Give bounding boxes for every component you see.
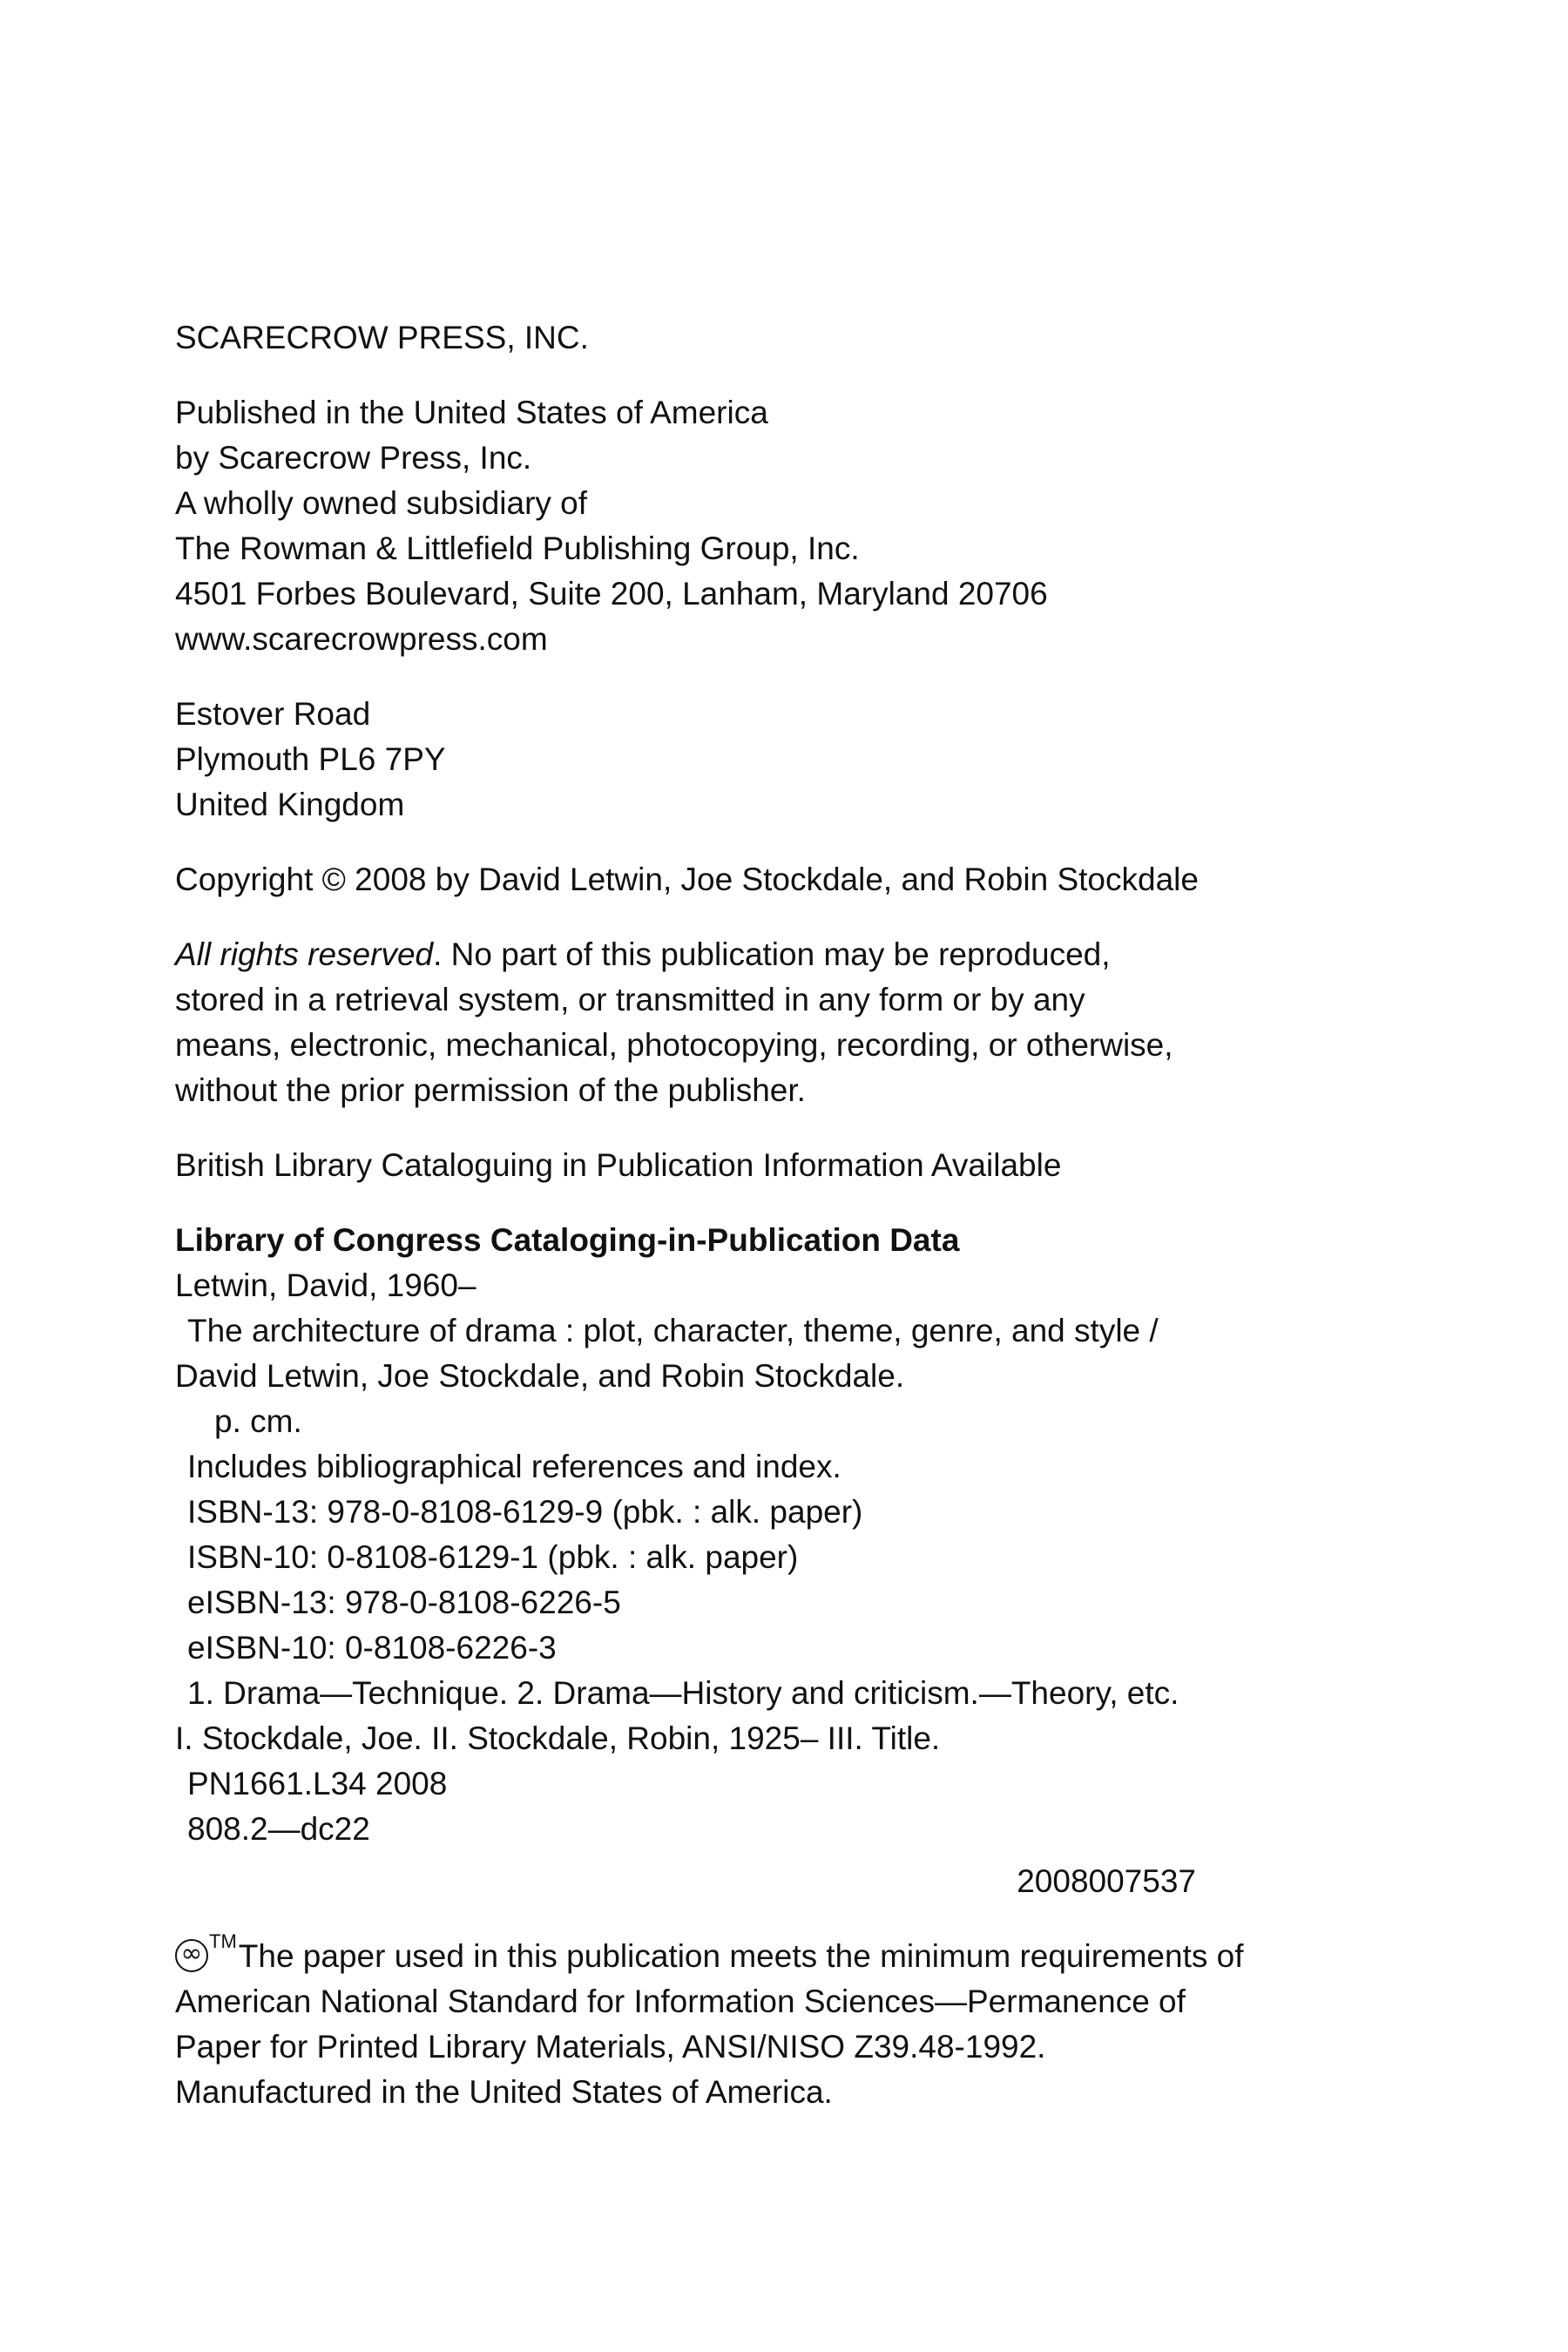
address-line: United Kingdom xyxy=(175,787,405,822)
rights-line xyxy=(175,932,1412,977)
address-line: Plymouth PL6 7PY xyxy=(175,741,446,777)
copyright-page xyxy=(175,315,1412,2115)
paper-notice xyxy=(175,1930,1412,2115)
published-line: The Rowman & Littlefield Publishing Group, Inc. xyxy=(175,531,860,566)
published-line: 4501 Forbes Boulevard, Suite 200, Lanham, Maryland 20706 xyxy=(175,576,1048,612)
spacer xyxy=(175,1852,1412,1859)
cip-detail: Includes bibliographical references and index. xyxy=(187,1449,841,1484)
address-line: Estover Road xyxy=(175,696,371,732)
rights-line-rest: . No part of this publication may be reproduced, xyxy=(433,936,1111,972)
trademark-mark: TM xyxy=(209,1930,237,1952)
uk-address xyxy=(175,692,1412,828)
cip-class-number: 808.2—dc22 xyxy=(187,1811,370,1847)
spacer xyxy=(175,1904,1412,1934)
spacer xyxy=(175,662,1412,692)
spacer xyxy=(175,902,1412,932)
cip-eisbn: eISBN-10: 0-8108-6226-3 xyxy=(187,1630,557,1666)
manufactured-note: Manufactured in the United States of America. xyxy=(175,2074,833,2110)
spacer xyxy=(175,828,1412,857)
published-line: Published in the United States of America xyxy=(175,395,768,430)
infinity-icon: ∞ xyxy=(175,1939,208,1972)
cip-eisbn: eISBN-13: 978-0-8108-6226-5 xyxy=(187,1585,621,1620)
paper-line: American National Standard for Information Sciences—Permanence of xyxy=(175,1984,1186,2019)
cip-isbn: ISBN-10: 0-8108-6129-1 (pbk. : alk. paper) xyxy=(187,1539,799,1575)
cip-title-line: David Letwin, Joe Stockdale, and Robin Stockdale. xyxy=(175,1358,905,1394)
rights-notice xyxy=(175,932,1412,1113)
published-line: A wholly owned subsidiary of xyxy=(175,485,588,521)
cip-class-number: PN1661.L34 2008 xyxy=(187,1766,448,1801)
spacer xyxy=(175,1113,1412,1143)
spacer xyxy=(175,361,1412,390)
rights-line: means, electronic, mechanical, photocopying, recording, or otherwise, xyxy=(175,1027,1173,1063)
cip-title-line: The architecture of drama : plot, character, theme, genre, and style / xyxy=(187,1313,1159,1348)
cip-author: Letwin, David, 1960– xyxy=(175,1267,476,1303)
website-url: www.scarecrowpress.com xyxy=(175,621,548,657)
paper-line xyxy=(175,1930,1412,1979)
rights-line: without the prior permission of the publisher. xyxy=(175,1072,806,1108)
paper-line: Paper for Printed Library Materials, ANSI/NISO Z39.48-1992. xyxy=(175,2029,1046,2065)
cip-block xyxy=(175,1218,1412,1904)
rights-line: stored in a retrieval system, or transmitted in any form or by any xyxy=(175,982,1085,1017)
spacer xyxy=(175,1188,1412,1218)
cip-lccn: 2008007537 xyxy=(1017,1863,1196,1899)
publication-info xyxy=(175,390,1412,662)
cip-added-entries: I. Stockdale, Joe. II. Stockdale, Robin, 1925– III. Title. xyxy=(175,1720,941,1756)
paper-line-text: The paper used in this publication meets the minimum requirements of xyxy=(238,1938,1244,1974)
published-line: by Scarecrow Press, Inc. xyxy=(175,440,532,476)
publisher-name: SCARECROW PRESS, INC. xyxy=(175,320,589,355)
cip-heading: Library of Congress Cataloging-in-Publication Data xyxy=(175,1222,960,1258)
cip-isbn: ISBN-13: 978-0-8108-6129-9 (pbk. : alk. paper) xyxy=(187,1494,863,1530)
copyright-notice: Copyright © 2008 by David Letwin, Joe Stockdale, and Robin Stockdale xyxy=(175,862,1199,897)
cip-subjects: 1. Drama—Technique. 2. Drama—History and criticism.—Theory, etc. xyxy=(187,1675,1179,1711)
cip-pages: p. cm. xyxy=(214,1403,302,1439)
british-library-note: British Library Cataloguing in Publication Information Available xyxy=(175,1147,1062,1183)
rights-italic-lead: All rights reserved xyxy=(175,936,434,972)
